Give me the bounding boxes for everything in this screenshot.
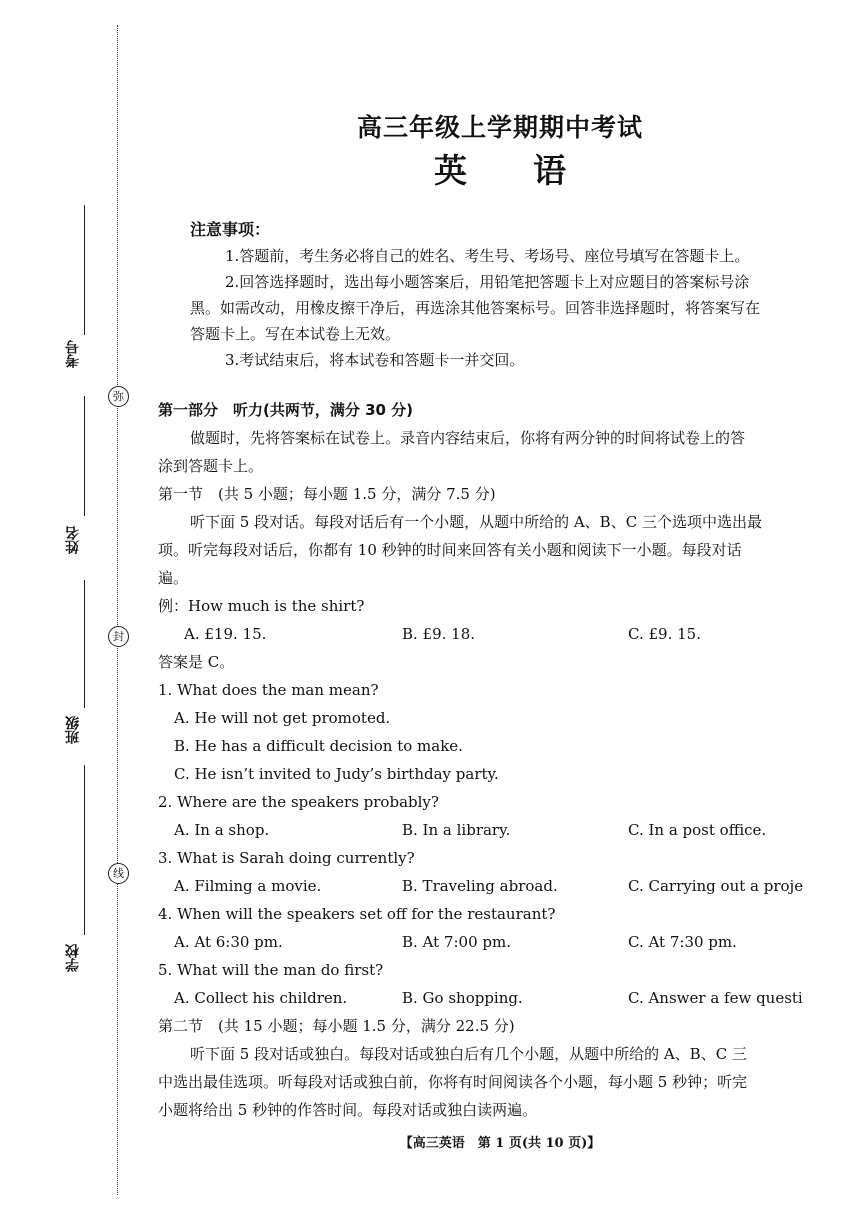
question-4: 4. When will the speakers set off for the restaurant?	[158, 905, 556, 923]
q4-option-a: A. At 6:30 pm.	[174, 933, 283, 951]
name-label: 姓名	[65, 526, 81, 554]
example-question: 例：How much is the shirt?	[158, 597, 365, 615]
exam-number-line	[84, 205, 85, 335]
seal-mark-xian: 线	[108, 863, 129, 884]
example-option-c: C. £9. 15.	[628, 625, 701, 643]
q5-option-c: C. Answer a few questi	[628, 989, 803, 1007]
q2-option-a: A. In a shop.	[174, 821, 270, 839]
section1-heading: 第一节 (共 5 小题；每小题 1.5 分，满分 7.5 分)	[158, 485, 496, 503]
exam-number-label: 考号	[65, 340, 81, 368]
section2-intro: 小题将给出 5 秒钟的作答时间。每段对话或独白读两遍。	[158, 1101, 538, 1119]
question-1: 1. What does the man mean?	[158, 681, 379, 699]
q4-option-b: B. At 7:00 pm.	[402, 933, 511, 951]
part1-intro: 涂到答题卡上。	[158, 457, 264, 475]
q5-option-b: B. Go shopping.	[402, 989, 523, 1007]
question-2: 2. Where are the speakers probably?	[158, 793, 439, 811]
section2-intro: 中选出最佳选项。听每段对话或独白前，你将有时间阅读各个小题，每小题 5 秒钟；听完	[158, 1073, 748, 1091]
exam-title: 高三年级上学期期中考试	[356, 113, 643, 142]
q1-option-a: A. He will not get promoted.	[174, 709, 391, 727]
school-label: 学校	[65, 944, 81, 972]
class-label: 班级	[65, 716, 81, 744]
school-line	[84, 765, 85, 935]
part1-heading: 第一部分 听力(共两节，满分 30 分)	[158, 401, 414, 419]
section1-intro: 听下面 5 段对话。每段对话后有一个小题，从题中所给的 A、B、C 三个选项中选出最	[190, 513, 762, 531]
example-answer: 答案是 C。	[158, 653, 235, 671]
subject-title: 英 语	[434, 151, 566, 190]
seal-mark-mi: 弥	[108, 386, 129, 407]
notice-item: 2.回答选择题时，选出每小题答案后，用铅笔把答题卡上对应题目的答案标号涂	[225, 273, 750, 291]
q2-option-b: B. In a library.	[402, 821, 511, 839]
notice-item: 黑。如需改动，用橡皮擦干净后，再选涂其他答案标号。回答非选择题时，将答案写在	[190, 299, 761, 317]
seal-mark-feng: 封	[108, 626, 129, 647]
section1-intro: 项。听完每段对话后，你都有 10 秒钟的时间来回答有关小题和阅读下一小题。每段对话	[158, 541, 742, 559]
q3-option-c: C. Carrying out a proje	[628, 877, 804, 895]
page-footer: 【高三英语 第 1 页(共 10 页)】	[399, 1136, 601, 1151]
question-3: 3. What is Sarah doing currently?	[158, 849, 415, 867]
section2-heading: 第二节 (共 15 小题；每小题 1.5 分，满分 22.5 分)	[158, 1017, 515, 1035]
q1-option-c: C. He isn’t invited to Judy’s birthday party.	[174, 765, 499, 783]
question-5: 5. What will the man do first?	[158, 961, 384, 979]
section1-intro: 遍。	[158, 569, 189, 587]
q4-option-c: C. At 7:30 pm.	[628, 933, 737, 951]
q5-option-a: A. Collect his children.	[174, 989, 348, 1007]
notice-heading: 注意事项：	[190, 220, 271, 239]
name-line	[84, 396, 85, 516]
example-option-a: A. £19. 15.	[184, 625, 267, 643]
q3-option-b: B. Traveling abroad.	[402, 877, 558, 895]
q3-option-a: A. Filming a movie.	[174, 877, 322, 895]
q2-option-c: C. In a post office.	[628, 821, 767, 839]
example-option-b: B. £9. 18.	[402, 625, 476, 643]
notice-item: 3.考试结束后，将本试卷和答题卡一并交回。	[225, 351, 525, 369]
notice-item: 1.答题前，考生务必将自己的姓名、考生号、考场号、座位号填写在答题卡上。	[225, 247, 750, 265]
section2-intro: 听下面 5 段对话或独白。每段对话或独白后有几个小题，从题中所给的 A、B、C 三	[190, 1045, 747, 1063]
binding-dotted-line	[117, 25, 118, 1195]
part1-intro: 做题时，先将答案标在试卷上。录音内容结束后，你将有两分钟的时间将试卷上的答	[190, 429, 746, 447]
notice-item: 答题卡上。写在本试卷上无效。	[190, 325, 401, 343]
class-line	[84, 580, 85, 708]
q1-option-b: B. He has a difficult decision to make.	[174, 737, 463, 755]
